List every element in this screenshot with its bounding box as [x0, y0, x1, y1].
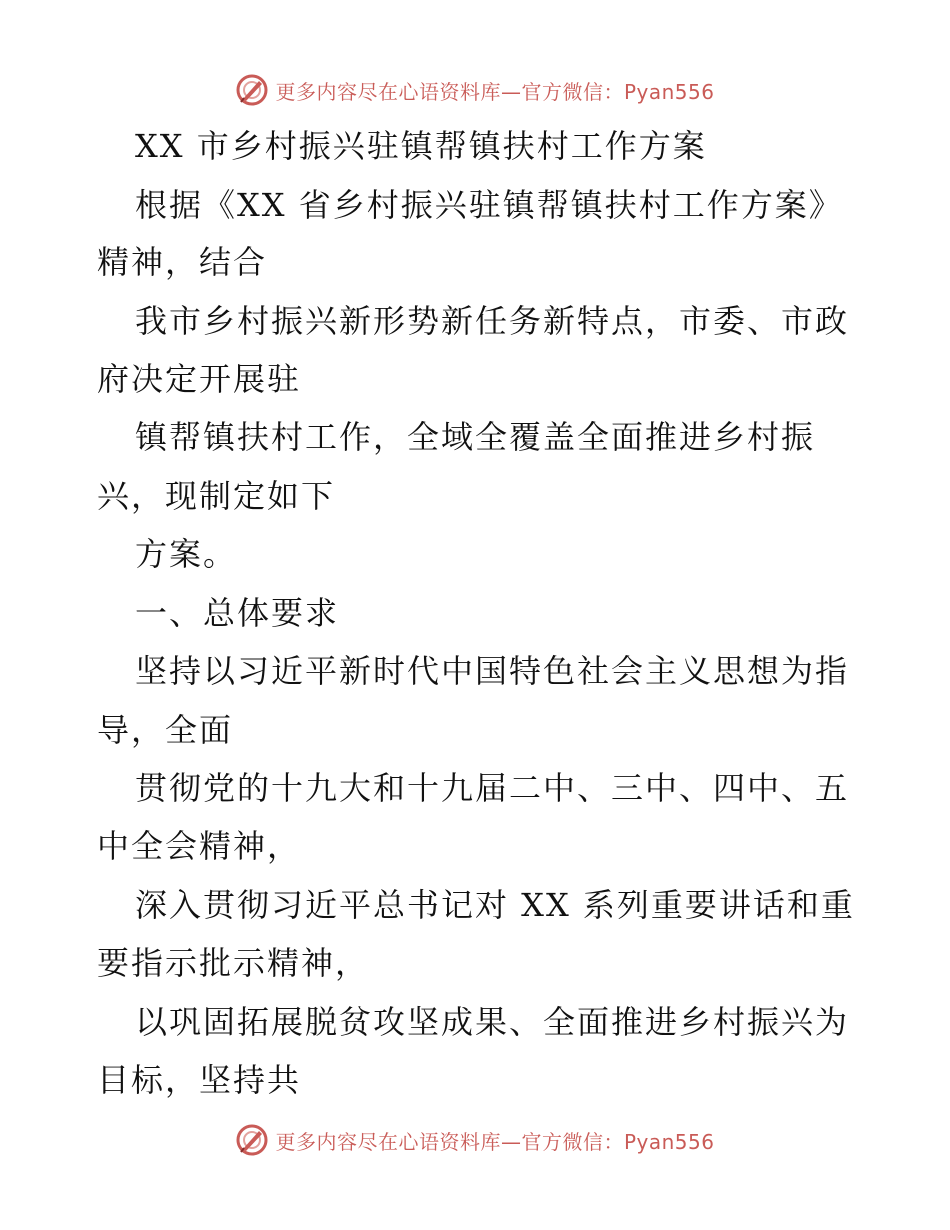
watermark-text: 更多内容尽在心语资料库—官方微信：Pyan556	[275, 79, 715, 104]
header-watermark	[0, 70, 950, 110]
quill-seal-icon	[235, 1123, 269, 1157]
paragraph-line: 方案。	[135, 535, 238, 573]
paragraph-line: 镇帮镇扶村工作，全域全覆盖全面推进乡村振	[135, 418, 816, 456]
paragraph-line: 深入贯彻习近平总书记对 XX 系列重要讲话和重	[135, 886, 855, 924]
paragraph-line: 坚持以习近平新时代中国特色社会主义思想为指	[135, 652, 850, 690]
paragraph-line: 以巩固拓展脱贫攻坚成果、全面推进乡村振兴为	[135, 1003, 850, 1041]
watermark-text: 更多内容尽在心语资料库—官方微信：Pyan556	[275, 1129, 715, 1154]
paragraph-line: 精神，结合	[97, 243, 268, 281]
paragraph-line: 贯彻党的十九大和十九届二中、三中、四中、五	[135, 769, 850, 807]
paragraph-line: 我市乡村振兴新形势新任务新特点，市委、市政	[135, 302, 850, 340]
paragraph-line: 中全会精神，	[97, 827, 302, 865]
document-title: XX 市乡村振兴驻镇帮镇扶村工作方案	[135, 127, 707, 165]
paragraph-line: 根据《XX 省乡村振兴驻镇帮镇扶村工作方案》	[135, 186, 843, 224]
paragraph-line: 府决定开展驻	[97, 360, 302, 398]
paragraph-line: 目标，坚持共	[97, 1061, 302, 1099]
paragraph-line: 要指示批示精神，	[97, 944, 370, 982]
paragraph-line: 兴，现制定如下	[97, 477, 336, 515]
section-heading: 一、总体要求	[135, 594, 340, 632]
footer-watermark	[0, 1120, 950, 1160]
quill-seal-icon	[235, 73, 269, 107]
paragraph-line: 导，全面	[97, 711, 234, 749]
